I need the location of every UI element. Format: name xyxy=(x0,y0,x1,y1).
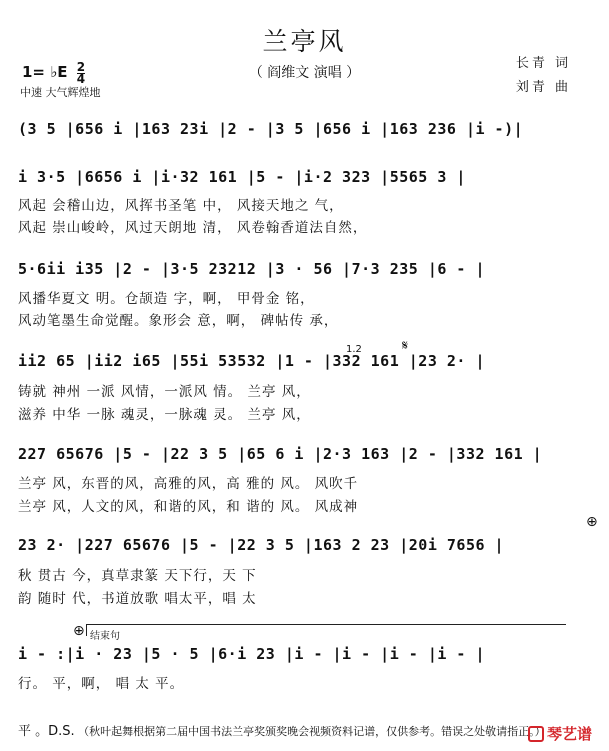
key-signature xyxy=(22,62,85,85)
performer-line: （ 阎维文 演唱 ） xyxy=(248,65,361,81)
lyricist-credit: 长青 词 xyxy=(515,56,571,71)
song-title: 兰亭风 xyxy=(262,27,347,56)
coda-start-sign: ⊕ xyxy=(73,623,85,639)
footer-ending-lyric: 平 。D.S. xyxy=(18,724,75,739)
coda-sign: ⊕ xyxy=(586,514,598,530)
score-row-6-lyric-1: 秋 贯古 今，真草隶篆 天下行，天 下 xyxy=(18,568,257,584)
score-row-4-lyric-2: 滋养 中华 一脉 魂灵，一脉魂 灵。 兰亭 风， xyxy=(18,407,311,423)
score-row-5-lyric-1: 兰亭 风，东晋的风，高雅的风，高 雅的 风。 风吹千 xyxy=(18,476,359,492)
time-signature xyxy=(77,62,85,85)
time-bottom: 4 xyxy=(76,72,86,86)
score-row-6-lyric-2: 韵 随时 代，书道放歌 唱太平，唱 太 xyxy=(18,591,257,607)
score-row-4-lyric-1: 铸就 神州 一派 风情，一派风 情。 兰亭 风， xyxy=(18,384,311,400)
score-row-6-notes: 23 2· |227 65676 |5 - |22 3 5 |163 2 23 |20i 7656 | xyxy=(18,536,505,554)
tempo-marking: 中速 大气辉煌地 xyxy=(20,86,101,99)
site-logo xyxy=(528,723,592,744)
score-row-5-notes: 227 65676 |5 - |22 3 5 |65 6 i |2·3 163 |2 - |332 161 | xyxy=(18,445,543,463)
score-row-2-lyric-2: 风起 崇山峻岭，风过天朗地 清， 风卷翰香道法自然， xyxy=(18,220,368,236)
score-row-2-notes: i 3·5 |6656 i |i·32 161 |5 - |i·2 323 |5565 3 | xyxy=(18,168,466,186)
score-row-1-notes: (3 5 |656 i |163 23i |2 - |3 5 |656 i |163 236 |i -)| xyxy=(18,120,524,138)
score-row-3-lyric-1: 风播华夏文 明。仓颉造 字，啊， 甲骨金 铭， xyxy=(18,291,315,307)
score-row-7-lyric-1: 行。 平，啊， 唱 太 平。 xyxy=(18,676,185,692)
coda-bracket-line xyxy=(86,624,566,625)
coda-bracket-end xyxy=(86,624,87,636)
score-row-5-lyric-2: 兰亭 风，人文的风，和谐的风，和 谐的 风。 风成神 xyxy=(18,499,359,515)
coda-label: 结束句 xyxy=(90,631,120,642)
key-label: 1= ♭E xyxy=(22,63,68,81)
volta-first-ending: 1.2 xyxy=(346,344,362,355)
score-row-4-notes: ii2 65 |ii2 i65 |55i 53532 |1 - |332 161 |23 2· | xyxy=(18,352,486,370)
time-top: 2 xyxy=(76,60,86,74)
footer-line xyxy=(18,720,546,739)
score-row-7-notes: i - :|i · 23 |5 · 5 |6·i 23 |i - |i - |i - |i - | xyxy=(18,645,486,663)
logo-icon xyxy=(528,726,544,742)
score-row-3-notes: 5·6ii i35 |2 - |3·5 23212 |3 · 56 |7·3 235 |6 - | xyxy=(18,260,486,278)
logo-text: 琴艺谱 xyxy=(547,725,593,743)
transcription-note: （秋叶起舞根据第二届中国书法兰亭奖颁奖晚会视频资料记谱，仅供参考。错误之处敬请指正。） xyxy=(78,725,546,738)
score-row-2-lyric-1: 风起 会稽山边，风挥书圣笔 中， 风接天地之 气， xyxy=(18,198,344,214)
composer-credit: 刘青 曲 xyxy=(515,80,571,95)
score-row-3-lyric-2: 风动笔墨生命觉醒。象形会 意，啊， 碑帖传 承， xyxy=(18,313,339,329)
segno-sign: 𝄋 xyxy=(402,338,409,354)
